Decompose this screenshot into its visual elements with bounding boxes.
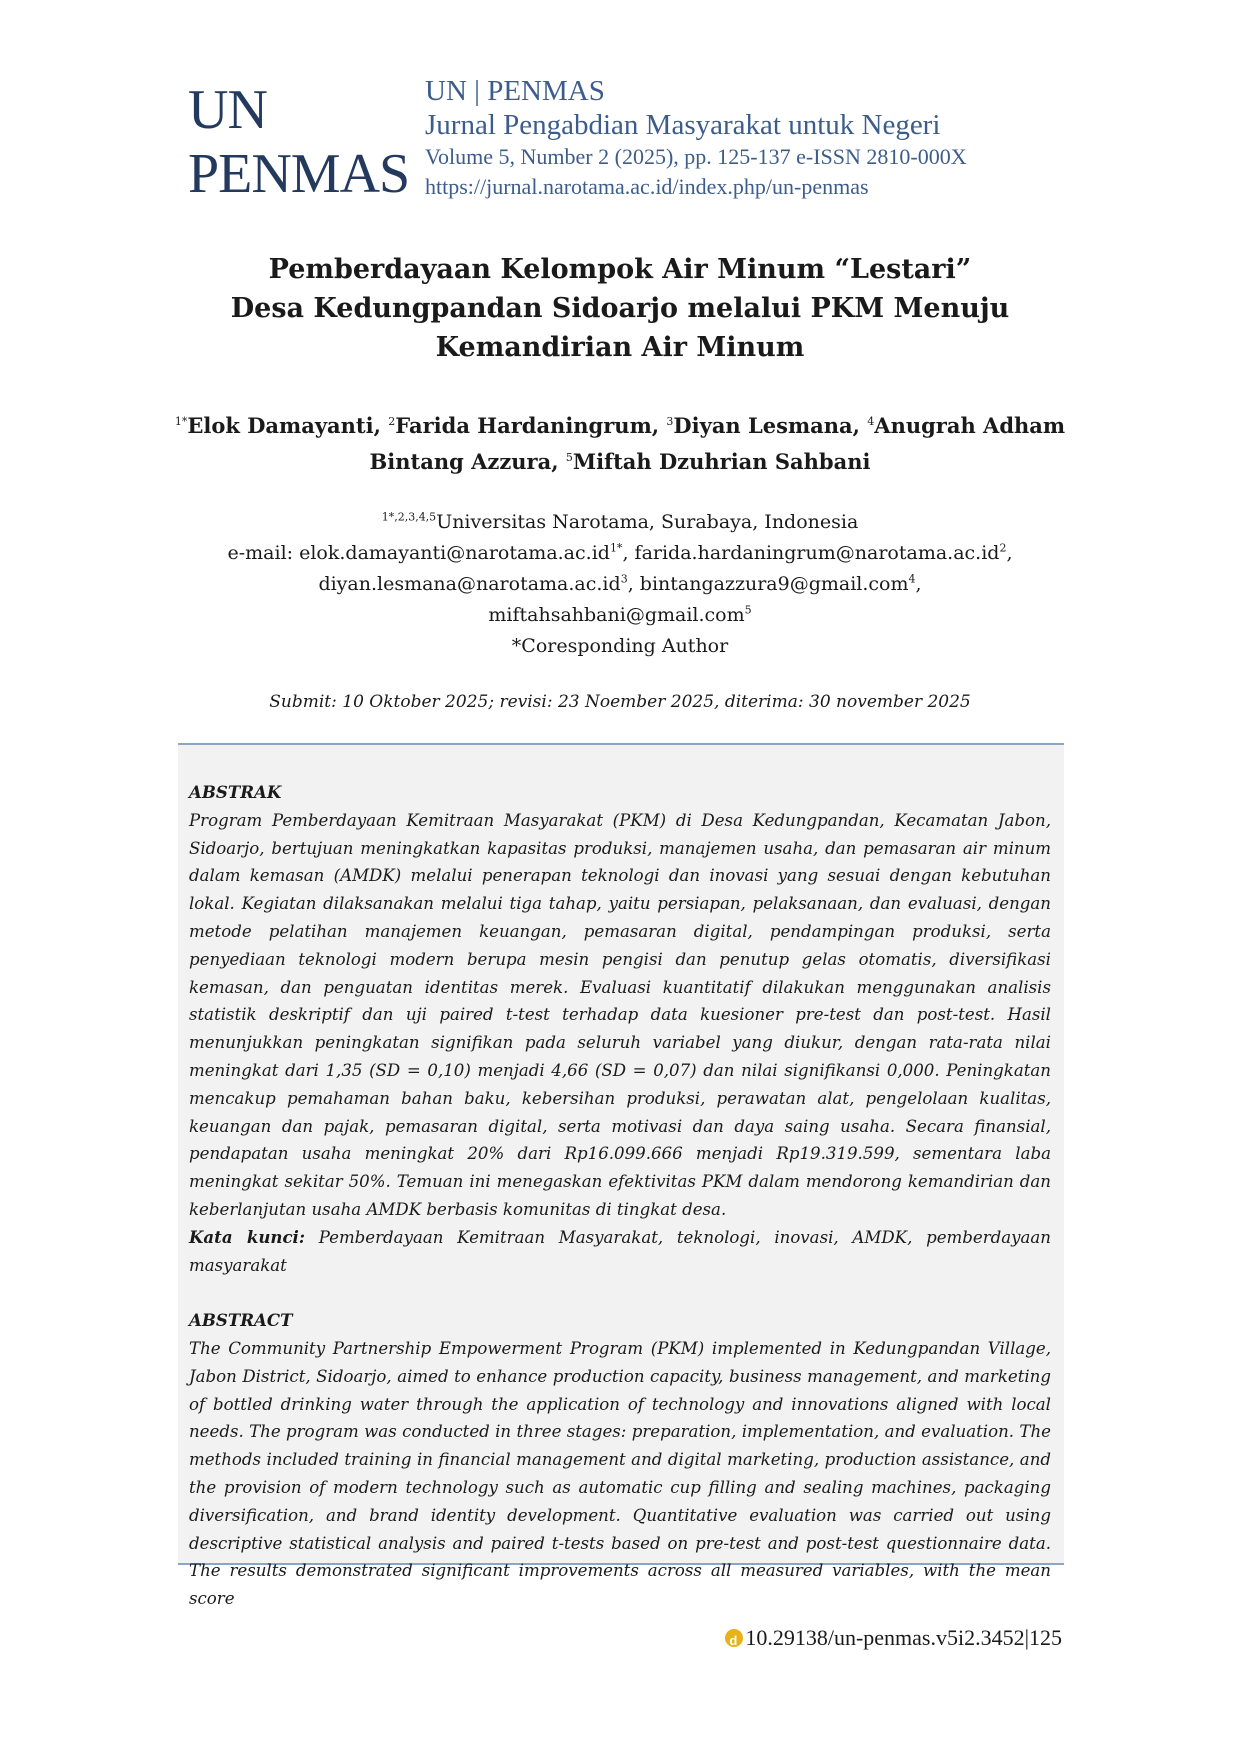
affiliation-line [150, 507, 1090, 538]
author-3: Diyan Lesmana, [673, 413, 868, 438]
journal-url[interactable]: https://jurnal.narotama.ac.id/index.php/un-penmas [425, 174, 869, 199]
email-2-sup: 2 [999, 541, 1007, 555]
email-line-3 [150, 600, 1090, 631]
email-prefix: e-mail: [227, 542, 300, 564]
email-3-sup: 3 [620, 572, 628, 586]
page-footer [725, 1624, 1062, 1652]
title-line-1: Pemberdayaan Kelompok Air Minum “Lestari” [268, 254, 972, 285]
section-spacer [189, 1279, 1051, 1307]
submission-dates: Submit: 10 Oktober 2025; revisi: 23 Noember 2025, diterima: 30 november 2025 [269, 692, 971, 712]
email-1[interactable]: elok.damayanti@narotama.ac.id [299, 542, 610, 564]
affiliation-sup: 1*,2,3,4,5 [381, 510, 437, 524]
email-4-sup: 4 [908, 572, 916, 586]
email-3-sep: , [627, 573, 640, 595]
doi-icon [725, 1629, 743, 1647]
author-2-sup: 2 [388, 415, 396, 428]
author-1-sup: 1* [174, 415, 188, 428]
email-line-2 [150, 569, 1090, 600]
affiliation-block [150, 507, 1090, 662]
paper-title [150, 250, 1090, 367]
abstract-heading: ABSTRACT [189, 1310, 293, 1331]
email-1-sup: 1* [609, 541, 623, 555]
email-3[interactable]: diyan.lesmana@narotama.ac.id [318, 573, 621, 595]
logo-line-1: UN [188, 79, 267, 141]
abstract-content [189, 779, 1051, 1613]
author-2: Farida Hardaningrum, [395, 413, 667, 438]
keywords-text: Pemberdayaan Kemitraan Masyarakat, teknologi, inovasi, AMDK, pemberdayaan masyarakat [189, 1227, 1051, 1275]
author-3-sup: 3 [666, 415, 674, 428]
keywords-label: Kata kunci: [189, 1226, 305, 1247]
abstract-text: The Community Partnership Empowerment Program (PKM) implemented in Kedungpandan Village, Jabon District, Sidoarjo, aimed to enhance production capacity, business management, and marketing of bottled drinking water through the application of technology and innovations aligned with local needs. The program was conducted in three stages: preparation, implementation, and evaluation. The methods included training in financial management and digital marketing, production assistance, and the provision of modern technology such as automatic cup filling and sealing machines, packaging diversification, and brand identity development. Quantitative evaluation was carried out using descriptive statistical analysis and paired t-tests based on pre-test and post-test questionnaire data. The results demonstrated significant improvements across all measured variables, with the mean score [189, 1338, 1051, 1609]
keywords-line [189, 1224, 1051, 1280]
title-line-3: Kemandirian Air Minum [435, 332, 805, 363]
page-number: |125 [1024, 1625, 1062, 1650]
email-1-sep: , [622, 542, 635, 564]
author-1: Elok Damayanti, [187, 413, 389, 438]
email-4[interactable]: bintangazzura9@gmail.com [639, 573, 909, 595]
author-4: Anugrah Adham Bintang Azzura, [369, 413, 1066, 474]
email-line-1 [150, 538, 1090, 569]
abstract-box [178, 743, 1064, 1609]
journal-logo [188, 78, 409, 206]
email-2-sep: , [1006, 542, 1013, 564]
abstrak-text: Program Pemberdayaan Kemitraan Masyarakat (PKM) di Desa Kedungpandan, Kecamatan Jabon, Sidoarjo, bertujuan meningkatkan kapasitas produksi, manajemen usaha, dan pemasaran air minum dalam kemasan (AMDK) melalui penerapan teknologi dan inovasi yang sesuai dengan kebutuhan lokal. Kegiatan dilaksanakan melalui tiga tahap, yaitu persiapan, pelaksanaan, dan evaluasi, dengan metode pelatihan manajemen keuangan, pemasaran digital, pendampingan produksi, serta penyediaan teknologi modern berupa mesin pengisi dan penutup gelas otomatis, diversifikasi kemasan, dan penguatan identitas merek. Evaluasi kuantitatif dilakukan menggunakan analisis statistik deskriptif dan uji paired t-test terhadap data kuesioner pre-test dan post-test. Hasil menunjukkan peningkatan signifikan pada seluruh variabel yang diukur, dengan rata-rata nilai meningkat dari 1,35 (SD = 0,10) menjadi 4,66 (SD = 0,07) dan nilai signifikansi 0,000. Peningkatan mencakup pemahaman bahan baku, kebersihan produksi, perawatan alat, pengelolaan kualitas, keuangan dan pajak, pemasaran digital, serta motivasi dan daya saing usaha. Secara finansial, pendapatan usaha meningkat 20% dari Rp16.099.666 menjadi Rp19.319.599, sementara laba meningkat sekitar 50%. Temuan ini menegaskan efektivitas PKM dalam mendorong kemandirian dan keberlanjutan usaha AMDK berbasis komunitas di tingkat desa. [189, 810, 1051, 1219]
email-5[interactable]: miftahsahbani@gmail.com [488, 604, 745, 626]
doi-link[interactable]: 10.29138/un-penmas.v5i2.3452 [745, 1625, 1025, 1650]
email-4-sep: , [915, 573, 922, 595]
abstrak-heading: ABSTRAK [189, 782, 282, 802]
author-5-sup: 5 [565, 451, 573, 464]
author-4-sup: 4 [867, 415, 875, 428]
author-5: Miftah Dzuhrian Sahbani [572, 449, 871, 474]
email-2[interactable]: farida.hardaningrum@narotama.ac.id [634, 542, 1000, 564]
journal-full-name: Jurnal Pengabdian Masyarakat untuk Negeri [425, 109, 941, 141]
logo-line-2: PENMAS [188, 143, 410, 205]
title-line-2: Desa Kedungpandan Sidoarjo melalui PKM Menuju [230, 293, 1010, 324]
journal-volume: Volume 5, Number 2 (2025), pp. 125-137 e-ISSN 2810-000X [425, 144, 967, 169]
author-list [150, 408, 1090, 480]
corresponding-author: *Coresponding Author [511, 635, 729, 657]
affiliation-institution: Universitas Narotama, Surabaya, Indonesia [436, 511, 859, 533]
journal-name: UN | PENMAS [425, 75, 605, 107]
journal-header [425, 74, 967, 202]
email-5-sup: 5 [744, 603, 752, 617]
